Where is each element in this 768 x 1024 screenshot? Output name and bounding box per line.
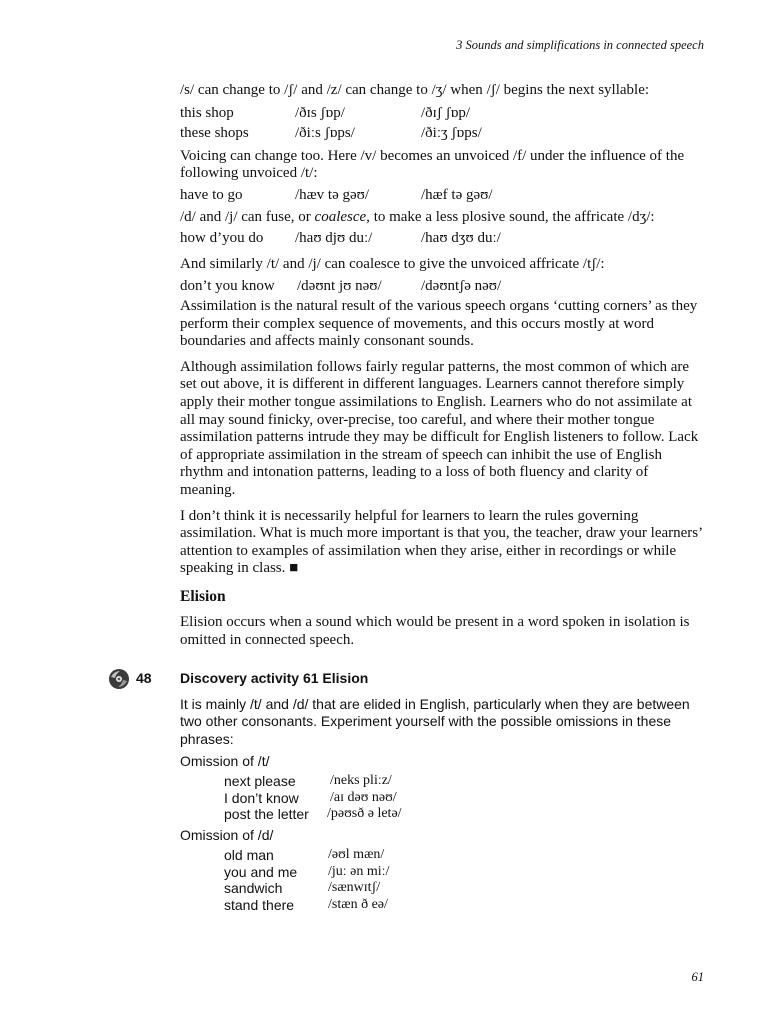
- example-phrase: this shop: [180, 104, 234, 121]
- activity-intro: It is mainly /t/ and /d/ that are elided in English, particularly when they are between two other consonants. Experiment yourself with the possible omissions in these phrases:: [180, 696, 690, 747]
- similarly-paragraph: And similarly /t/ and /j/ can coalesce to give the unvoiced affricate /tʃ/:: [180, 256, 605, 273]
- omission-ipa: /juː ən miː/: [328, 863, 390, 879]
- track-number: 48: [136, 670, 152, 686]
- example-row: [180, 105, 704, 125]
- example-ipa-citation: /ðɪs ʃɒp/: [295, 104, 345, 121]
- omission-ipa: /sænwɪtʃ/: [328, 880, 381, 896]
- coalesce-text-post: to make a less plosive sound, the affricate /dʒ/:: [369, 208, 655, 225]
- assimilation-section: [180, 82, 704, 578]
- omission-d-row: [180, 847, 704, 864]
- coalesce-text-pre: /d/ and /j/ can fuse, or: [180, 208, 315, 225]
- omission-d-row: [180, 864, 704, 881]
- omission-d-row: [180, 897, 704, 914]
- omission-ipa: /stæn ð eə/: [328, 896, 388, 912]
- example-phrase: how d’you do: [180, 230, 264, 247]
- omission-phrase: next please: [224, 773, 296, 790]
- omission-phrase: stand there: [224, 896, 295, 913]
- omission-ipa: /aɪ dəʊ nəʊ/: [330, 789, 397, 805]
- elision-heading: Elision: [180, 588, 226, 605]
- omission-ipa: /neks pliːz/: [330, 773, 392, 789]
- example-ipa-citation: /ðiːs ʃɒps/: [295, 124, 355, 141]
- omission-d-row: [180, 880, 704, 897]
- example-ipa-connected: /dəʊntʃə nəʊ/: [421, 277, 502, 294]
- example-ipa-citation: /dəʊnt jʊ nəʊ/: [297, 277, 382, 294]
- activity-title: Discovery activity 61 Elision: [180, 670, 369, 686]
- assimilation-intro: /s/ can change to /ʃ/ and /z/ can change to /ʒ/ when /ʃ/ begins the next syllable:: [180, 82, 650, 98]
- cd-disc-icon: [108, 668, 130, 690]
- omission-phrase: you and me: [224, 863, 298, 880]
- omission-phrase: sandwich: [224, 880, 283, 897]
- example-phrase: have to go: [180, 186, 243, 203]
- elision-section: [180, 588, 704, 649]
- example-ipa-connected: /hæf tə gəʊ/: [421, 186, 493, 203]
- example-ipa-citation: /haʊ djʊ duː/: [295, 230, 373, 247]
- omission-phrase: post the letter: [224, 806, 309, 823]
- omission-t-row: [180, 790, 704, 807]
- example-ipa-connected: /ðɪʃ ʃɒp/: [421, 104, 471, 121]
- page-number: 61: [691, 970, 704, 984]
- teacher-paragraph: I don’t think it is necessarily helpful for learners to learn the rules governing assimilation. What is much more important is that you, the teacher, draw your learners’ attention to examples of assimilation when they arise, either in recordings or while speaking in class. ■: [180, 507, 703, 577]
- example-row: [180, 125, 704, 145]
- running-header: 3 Sounds and simplifications in connected speech: [456, 38, 704, 52]
- elision-definition: Elision occurs when a sound which would be present in a word spoken in isolation is omitted in connected speech.: [180, 614, 690, 648]
- example-row: [180, 230, 704, 250]
- omission-t-label: Omission of /t/: [180, 753, 270, 770]
- example-row: [180, 187, 704, 207]
- assimilation-paragraph: Assimilation is the natural result of the various speech organs ‘cutting corners’ as they perform their complex sequence of movements, and this occurs mostly at word boundaries and affects mainly consonant sounds.: [180, 297, 698, 350]
- voicing-paragraph: Voicing can change too. Here /v/ becomes an unvoiced /f/ under the influence of the following unvoiced /t/:: [180, 147, 685, 182]
- omission-t-row: [180, 773, 704, 790]
- omission-t-row: [180, 806, 704, 823]
- example-row: [180, 278, 704, 298]
- example-phrase: these shops: [180, 124, 249, 141]
- coalesce-paragraph: [180, 209, 704, 227]
- coalesce-term: coalesce,: [314, 208, 370, 225]
- omission-phrase: I don’t know: [224, 789, 299, 806]
- discovery-activity: [180, 670, 704, 913]
- omission-phrase: old man: [224, 847, 274, 863]
- example-ipa-citation: /hæv tə gəʊ/: [295, 186, 370, 203]
- omission-d-label: Omission of /d/: [180, 827, 274, 843]
- example-phrase: don’t you know: [180, 277, 275, 294]
- although-paragraph: Although assimilation follows fairly regular patterns, the most common of which are set out above, it is different in different languages. Learners cannot therefore simply apply their mother tongue assimilations to English. Learners who do not assimilate at all may sound finicky, over-precise, too careful, and where their mother tongue assimilation patterns intrude they may be difficult for English listeners to follow. Lack of appropriate assimilation in the stream of speech can inhibit the use of English rhythm and intonation patterns, leading to a loss of both fluency and clarity of meaning.: [180, 358, 699, 498]
- example-ipa-connected: /haʊ dʒʊ duː/: [421, 230, 501, 247]
- omission-ipa: /pəʊsð ə letə/: [327, 806, 402, 822]
- example-ipa-connected: /ðiːʒ ʃɒps/: [421, 124, 482, 141]
- omission-ipa: /əʊl mæn/: [328, 847, 385, 862]
